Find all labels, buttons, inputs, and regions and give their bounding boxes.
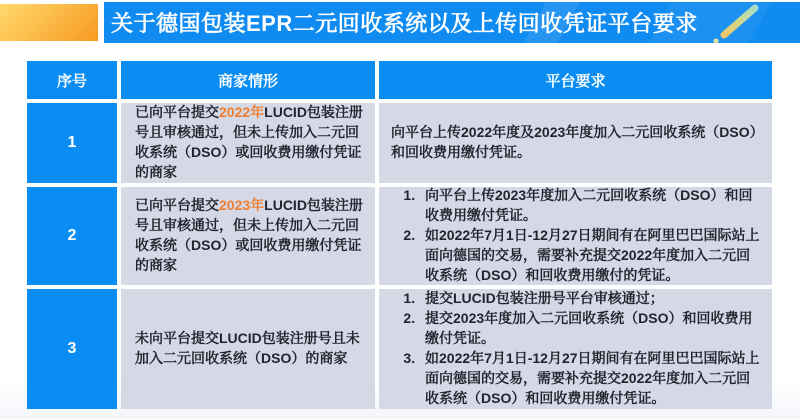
- situation-cell: [121, 187, 375, 285]
- page-title: 关于德国包装EPR二元回收系统以及上传回收凭证平台要求: [111, 11, 698, 36]
- requirement-item: 2. 如2022年7月1日-12月27日期间有在阿里巴巴国际站上面向德国的交易，需要补充提交2022年度加入二元回收系统（DSO）和回收费用缴付的凭证。: [419, 226, 762, 286]
- pencil-icon: [708, 3, 766, 43]
- requirement-cell: [379, 103, 772, 183]
- header-index: 序号: [27, 61, 117, 99]
- situation-text: 已向平台提交2023年LUCID包装注册号且审核通过，但未上传加入二元回收系统（DSO）或回收费用缴付凭证的商家: [135, 197, 363, 273]
- row-index: 3: [27, 289, 117, 409]
- requirement-list: [391, 289, 762, 408]
- requirement-item: 2. 提交2023年度加入二元回收系统（DSO）和回收费用缴付凭证。: [419, 309, 762, 349]
- requirement-item: 1. 提交LUCID包装注册号平台审核通过；: [419, 289, 762, 309]
- requirement-list: [391, 186, 762, 285]
- requirement-item: 1. 向平台上传2023年度加入二元回收系统（DSO）和回收费用缴付凭证。: [419, 186, 762, 226]
- header-situation: 商家情形: [121, 61, 375, 99]
- row-index: 1: [27, 103, 117, 183]
- situation-text: 已向平台提交2022年LUCID包装注册号且审核通过，但未上传加入二元回收系统（DSO）或回收费用缴付凭证的商家: [135, 104, 363, 180]
- requirement-text: 向平台上传2022年度及2023年度加入二元回收系统（DSO）和回收费用缴付凭证。: [391, 124, 757, 160]
- situation-cell: [121, 289, 375, 409]
- accent-block: [0, 4, 98, 41]
- requirement-cell: [379, 187, 772, 285]
- situation-text: 未向平台提交LUCID包装注册号且未加入二元回收系统（DSO）的商家: [135, 330, 360, 366]
- title-banner: [104, 2, 800, 43]
- situation-cell: [121, 103, 375, 183]
- year-highlight: 2022年: [219, 104, 265, 121]
- requirement-item: 3. 如2022年7月1日-12月27日期间有在阿里巴巴国际站上面向德国的交易，需要补充提交2022年度加入二元回收系统（DSO）和回收费用缴付凭证。: [419, 349, 762, 409]
- row-index: 2: [27, 187, 117, 285]
- requirement-cell: [379, 289, 772, 409]
- requirements-table: [27, 61, 772, 409]
- header-requirement: 平台要求: [379, 61, 772, 99]
- year-highlight: 2023年: [219, 197, 265, 214]
